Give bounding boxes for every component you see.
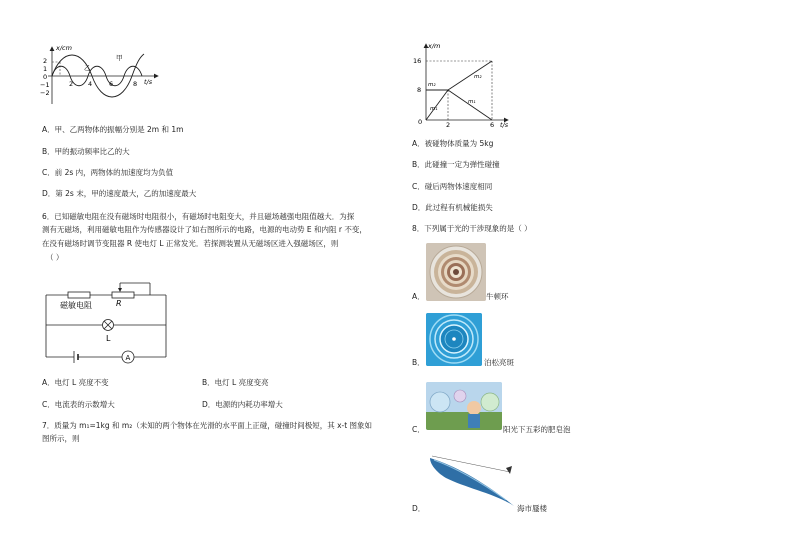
xt-xtick: 6 bbox=[490, 121, 495, 128]
xt-ytick: 0 bbox=[418, 118, 423, 126]
q6-option-b: B．电灯 L 亮度变亮 bbox=[202, 378, 269, 387]
xt-ytick: 16 bbox=[413, 57, 422, 65]
q7-text-line1: 7．质量为 m₁=1kg 和 m₂（未知的两个物体在光滑的水平面上正碰，碰撞时间极短，其 x-t 图象如 bbox=[42, 421, 373, 430]
wave-xtick: 8 bbox=[133, 80, 138, 88]
wave-ytick: 2 bbox=[43, 57, 48, 65]
xt-x-label: t/s bbox=[500, 121, 509, 128]
xt-label-m2-before: m₂ bbox=[428, 82, 436, 88]
wave-ytick: 1 bbox=[43, 65, 48, 73]
q8-d-letter: D． bbox=[412, 504, 426, 513]
circuit-label-r: R bbox=[116, 299, 122, 308]
wave-xtick: 2 bbox=[69, 80, 74, 88]
circuit-label-l: L bbox=[106, 334, 111, 343]
circuit-label-sensor: 磁敏电阻 bbox=[60, 301, 92, 310]
wave-ytick: −2 bbox=[40, 89, 50, 97]
wave-graph bbox=[40, 42, 165, 107]
q8-c-caption: 阳光下五彩的肥皂泡 bbox=[503, 425, 571, 434]
xt-graph bbox=[408, 40, 518, 128]
wave-ytick: 0 bbox=[43, 73, 48, 81]
q7-text-line2: 图所示，则 bbox=[42, 434, 80, 443]
wave-label-jia: 甲 bbox=[116, 54, 123, 62]
xt-line-m1-after bbox=[448, 90, 492, 120]
q7-option-b: B．此碰撞一定为弹性碰撞 bbox=[412, 160, 500, 169]
wave-label-yi: 乙 bbox=[84, 64, 91, 72]
q5-option-c: C．前 2s 内，两物体的加速度均为负值 bbox=[42, 168, 174, 177]
q8-b-caption: 泊松亮斑 bbox=[484, 358, 514, 367]
circuit-diagram bbox=[40, 275, 175, 365]
wave-y-label: x/cm bbox=[56, 44, 72, 52]
q6-option-c: C．电流表的示数增大 bbox=[42, 400, 115, 409]
q8-title: 8．下列属于光的干涉现象的是（ ） bbox=[412, 224, 532, 233]
magnetic-resistor bbox=[68, 292, 90, 298]
wave-x-label: t/s bbox=[144, 78, 153, 86]
q8-a-letter: A． bbox=[412, 292, 425, 301]
xt-line-m2-after bbox=[448, 61, 492, 90]
q6-option-a: A．电灯 L 亮度不变 bbox=[42, 378, 109, 387]
xt-line-m1-before bbox=[426, 90, 448, 120]
q8-a-caption: 牛顿环 bbox=[486, 292, 509, 301]
q6-text-line4: （ ） bbox=[46, 253, 64, 262]
q7-option-d: D．此过程有机械能损失 bbox=[412, 203, 493, 212]
q7-option-a: A．被碰物体质量为 5kg bbox=[412, 139, 494, 148]
q6-text-line2: 测有无磁场，利用磁敏电阻作为传感器设计了如右图所示的电路，电源的电动势 E 和内阻 r 不变， bbox=[42, 225, 367, 234]
q5-option-b: B．甲的振动频率比乙的大 bbox=[42, 147, 130, 156]
xt-ytick: 8 bbox=[417, 86, 422, 94]
xt-label-m1-before: m₁ bbox=[430, 106, 438, 112]
xt-xtick: 2 bbox=[446, 121, 451, 128]
circuit-label-a: A bbox=[125, 354, 131, 362]
q5-option-a: A．甲、乙两物体的振幅分别是 2m 和 1m bbox=[42, 125, 184, 134]
q5-option-d: D．第 2s 末，甲的速度最大，乙的加速度最大 bbox=[42, 189, 197, 198]
poisson-spot-image bbox=[426, 313, 482, 366]
soap-bubbles-image bbox=[426, 382, 502, 430]
xt-label-m2-after: m₂ bbox=[474, 74, 482, 80]
q6-text-line1: 6．已知磁敏电阻在没有磁场时电阻很小，有磁场时电阻变大，并且磁场越强电阻值越大．为探 bbox=[42, 212, 355, 221]
wave-xtick: 6 bbox=[109, 80, 114, 88]
xt-y-label: x/m bbox=[428, 42, 441, 50]
mirage-image bbox=[426, 448, 518, 510]
newton-rings-image bbox=[426, 243, 486, 301]
xt-label-m1-after: m₁ bbox=[468, 99, 476, 105]
wave-ytick: −1 bbox=[40, 81, 50, 89]
wave-xtick: 4 bbox=[88, 80, 93, 88]
q8-d-caption: 海市蜃楼 bbox=[517, 504, 547, 513]
q7-option-c: C．碰后两物体速度相同 bbox=[412, 182, 493, 191]
q6-text-line3: 在没有磁场时调节变阻器 R 使电灯 L 正常发光．若探测装置从无磁场区进入强磁场区，则 bbox=[42, 239, 339, 248]
q8-b-letter: B． bbox=[412, 358, 425, 367]
q8-c-letter: C． bbox=[412, 425, 425, 434]
q6-option-d: D．电源的内耗功率增大 bbox=[202, 400, 283, 409]
rheostat-r bbox=[112, 292, 134, 298]
wave-jia bbox=[52, 54, 144, 97]
